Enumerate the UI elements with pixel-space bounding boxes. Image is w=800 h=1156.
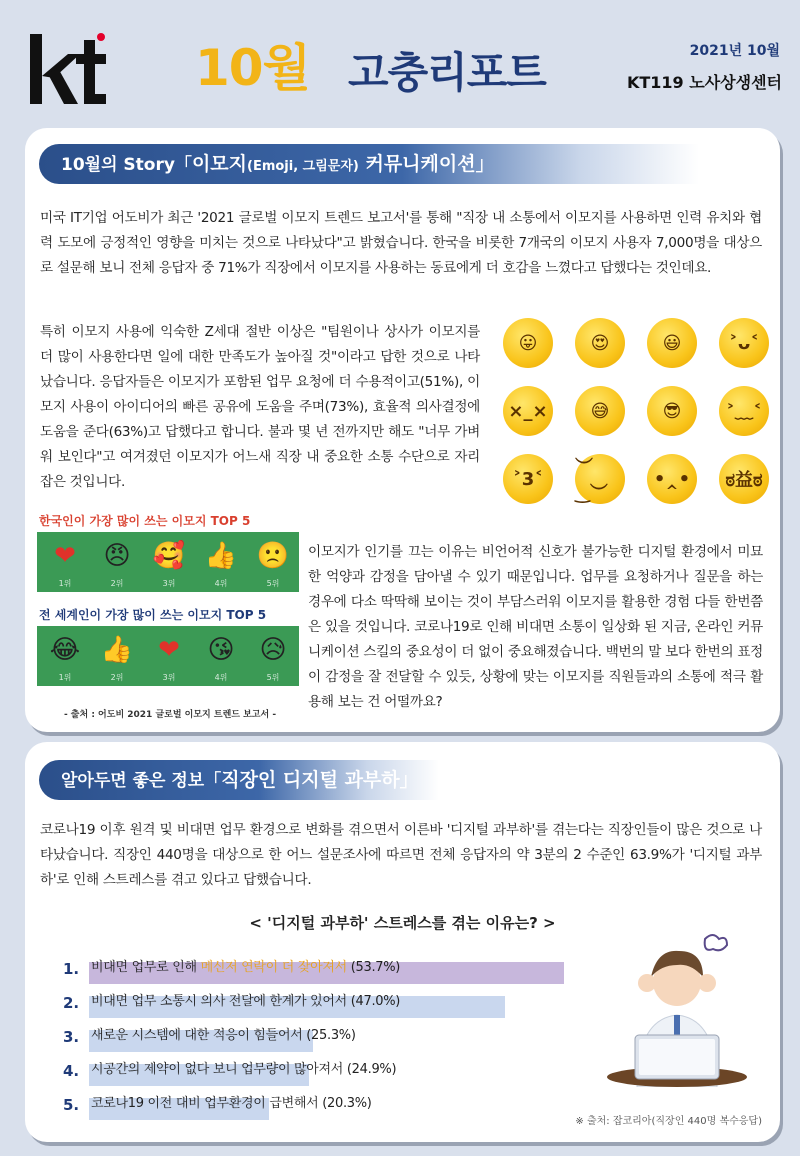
emoji-grid — [503, 318, 771, 508]
reason-row-4 — [63, 1056, 583, 1084]
world-emoji-heart-icon: ❤ — [158, 635, 180, 665]
survey-question: < '디지털 과부하' 스트레스를 겪는 이유는? > — [249, 914, 556, 932]
section1-title-main: 이모지 — [191, 153, 247, 175]
emoji-source: - 출처 : 어도비 2021 글로벌 이모지 트렌드 보고서 - — [63, 710, 277, 720]
report-org: KT119 노사상생센터 — [626, 73, 782, 92]
rank-label: 3위 — [162, 673, 176, 682]
rank-label: 5위 — [266, 673, 280, 682]
reason-text: 비대면 업무 소통시 의사 전달에 한계가 있어서 (47.0%) — [91, 994, 401, 1009]
reason-row-1 — [63, 954, 583, 982]
emoji-persevere-icon: ˃﹏˂ — [719, 386, 769, 436]
emoji-sunglasses-icon: 😎 — [647, 386, 697, 436]
korea-emoji-thumbs-up-icon: 👍 — [204, 541, 238, 571]
rank-label: 3위 — [162, 579, 176, 588]
reason-text: 시공간의 제약이 없다 보니 업무량이 많아져서 (24.9%) — [91, 1062, 397, 1077]
rank-label: 4위 — [214, 673, 228, 682]
emoji-heart-eyes-icon: 😍 — [575, 318, 625, 368]
rank-label: 2위 — [110, 579, 124, 588]
emoji-tongue-icon: 😛 — [503, 318, 553, 368]
section1-title — [39, 144, 699, 184]
section1-para1: 미국 IT기업 어도비가 최근 '2021 글로벌 이모지 트렌드 보고서'를 통해 "직장 내 소통에서 이모지를 사용하면 인력 유치와 협력 도모에 긍정적인 영향을 미치는 것으로 나타났다"고 밝혔습니다. 한국을 비롯한 7개국의 이모지 사용자 7,000명을 대상으로 설문해 보니 전체 응답자 중 71%가 직장에서 이모지를 사용하는 동료에게 더 호감을 느꼈다고 답했다는 것인데요. — [40, 210, 762, 276]
reason-index: 2. — [63, 994, 80, 1012]
reason-row-5 — [63, 1090, 583, 1118]
section2-title — [39, 760, 439, 800]
survey-source: ※ 출처: 잡코리아(직장인 440명 복수응답) — [575, 1116, 762, 1127]
section2-title-main: 직장인 디지털 과부하 — [221, 769, 400, 791]
reason-index: 1. — [63, 960, 80, 978]
korea-emoji-frown-icon: 🙁 — [256, 541, 290, 571]
rank-label: 1위 — [58, 579, 72, 588]
section1-para3: 이모지가 인기를 끄는 이유는 비언어적 신호가 불가능한 디지털 환경에서 미묘한 억양과 감정을 담아낼 수 있기 때문입니다. 업무를 요청하거나 질문을 하는 경우에 다소 딱딱해 보이는 것이 부담스러워 이모지를 활용한 경험 다들 한번쯤은 있을 것입니다. 코로나19로 인해 비대면 소통이 일상화 된 지금, 온라인 커뮤니케이션 스킬의 중요성이 더 없이 중요해졌습니다. 백번의 말 보다 한번의 표정이 감정을 잘 전달할 수 있듯, 상황에 맞는 이모지를 직원들과의 소통에 적극 활용해 보는 건 어떨까요? — [308, 544, 763, 710]
reason-index: 5. — [63, 1096, 80, 1114]
report-date: 2021년 10월 — [689, 43, 780, 59]
section1-title-small: (Emoji, 그림문자) — [247, 159, 359, 174]
rank-label: 4위 — [214, 579, 228, 588]
section1-title-suffix: 커뮤니케이션」 — [358, 153, 495, 175]
reason-text: 코로나19 이전 대비 업무환경이 급변해서 (20.3%) — [91, 1096, 372, 1111]
emoji-squint-icon: ˃ᴗ˂ — [719, 318, 769, 368]
world-emoji-sad-icon: 😥 — [259, 635, 287, 665]
section2-title-suffix: 」 — [399, 769, 419, 791]
stressed-worker-illustration — [587, 927, 767, 1087]
reason-index: 3. — [63, 1028, 80, 1046]
section2-para: 코로나19 이후 원격 및 비대면 업무 환경으로 변화를 겪으면서 이른바 '디지털 과부하'를 겪는다는 직장인들이 많은 것으로 나타났습니다. 직장인 440명을 대상으로 한 어느 설문조사에 따르면 전체 응답자의 약 3분의 2 수준인 63.9%가 '디지털 과부하'로 인해 스트레스를 겪고 있다고 답했습니다. — [40, 822, 762, 888]
korea-top5-panel — [37, 532, 299, 592]
digital-overload-card — [25, 742, 780, 1142]
rank-label: 5위 — [266, 579, 280, 588]
reason-row-2 — [63, 988, 583, 1016]
korea-emoji-angry-icon: 😠 — [103, 541, 131, 571]
world-emoji-kiss-icon: 😘 — [207, 635, 235, 665]
emoji-relieved-icon: ︶‿︶ — [575, 454, 625, 504]
emoji-dizzy-icon: ×_× — [503, 386, 553, 436]
emoji-surprised-icon: •‸• — [647, 454, 697, 504]
reason-text: 새로운 시스템에 대한 적응이 힘들어서 (25.3%) — [91, 1028, 356, 1043]
reason-text: 비대면 업무로 인해 메신저 연락이 더 잦아져서 (53.7%) — [91, 960, 401, 975]
korea-emoji-hearts-icon: 🥰 — [152, 541, 186, 571]
world-emoji-joy-icon: 😂 — [49, 635, 81, 665]
emoji-sweat-smile-icon: 😅 — [575, 386, 625, 436]
reason-index: 4. — [63, 1062, 80, 1080]
title-main: 고충리포트 — [348, 48, 546, 97]
section1-title-prefix: 10월의 Story「 — [61, 155, 192, 175]
rank-label: 1위 — [58, 673, 72, 682]
emoji-angry-icon: ಠ益ಠ — [719, 454, 769, 504]
title-month: 10월 — [195, 39, 310, 97]
kt-logo — [28, 32, 108, 107]
page-header — [0, 0, 800, 125]
korea-emoji-heart-icon: ❤ — [54, 541, 76, 571]
rank-label: 2위 — [110, 673, 124, 682]
emoji-story-card — [25, 128, 780, 732]
world-emoji-thumbs-up-icon: 👍 — [100, 635, 134, 665]
world-top5-panel — [37, 626, 299, 686]
section2-title-prefix: 알아두면 좋은 정보「 — [61, 771, 222, 791]
emoji-kiss-icon: ˃3˂ — [503, 454, 553, 504]
emoji-grin-icon: 😃 — [647, 318, 697, 368]
section1-para2: 특히 이모지 사용에 익숙한 Z세대 절반 이상은 "팀원이나 상사가 이모지를 더 많이 사용한다면 일에 대한 만족도가 높아질 것"이라고 답한 것으로 나타났습니다. 응답자들은 이모지가 포함된 업무 요청에 더 수용적이고(51%), 이모지 사용이 아이디어의 빠른 공유에 도움을 주며(73%), 효율적 의사결정에 도움을 준다(63%)고 답했다고 합니다. 불과 몇 년 전까지만 해도 "너무 가벼워 보인다"고 여겨졌던 이모지가 어느새 직장 내 중요한 소통 수단으로 자리 잡은 것입니다. — [40, 324, 480, 490]
korea-top5-title: 한국인이 가장 많이 쓰는 이모지 TOP 5 — [39, 514, 251, 528]
reason-row-3 — [63, 1022, 583, 1050]
world-top5-title: 전 세계인이 가장 많이 쓰는 이모지 TOP 5 — [39, 608, 267, 622]
